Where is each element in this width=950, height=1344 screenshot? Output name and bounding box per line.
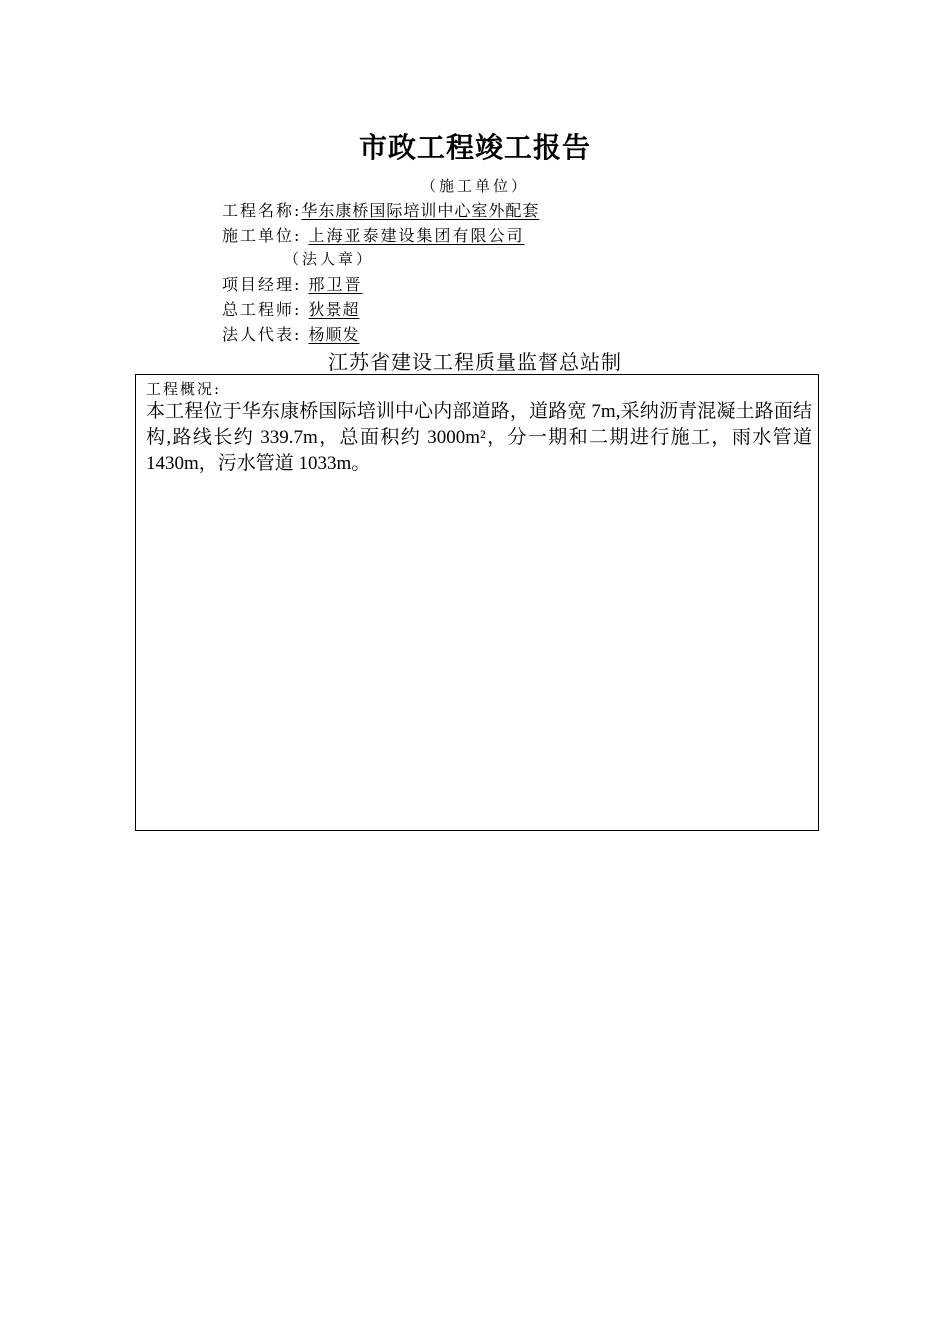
legal-seal-caption: （法人章） [284,250,375,268]
construction-unit-label: 施工单位: [222,226,302,245]
chief-engineer-row [222,298,360,322]
issuer-line: 江苏省建设工程质量监督总站制 [328,350,622,374]
construction-unit-caption: （施工单位） [420,177,529,195]
chief-engineer-label: 总工程师: [222,300,302,319]
project-overview-text: 本工程位于华东康桥国际培训中心内部道路，道路宽 7m,采纳沥青混凝土路面结构,路线长约 339.7m，总面积约 3000m²，分一期和二期进行施工，雨水管道 1430m，污水管道 1033m。 [146,401,812,474]
construction-unit-value: 上海亚泰建设集团有限公司 [308,226,525,245]
project-overview-label: 工程概况: [146,380,222,398]
legal-representative-label: 法人代表: [222,325,302,344]
legal-representative-value: 杨顺发 [308,325,360,344]
project-name-value: 华东康桥国际培训中心室外配套 [301,201,540,220]
page-title: 市政工程竣工报告 [358,131,591,164]
project-manager-row [222,273,363,297]
legal-representative-row [222,323,360,347]
chief-engineer-value: 狄景超 [308,300,360,319]
project-manager-label: 项目经理: [222,275,302,294]
project-manager-value: 邢卫晋 [308,275,363,294]
project-name-row [222,199,539,223]
project-overview-box [135,374,819,831]
project-name-label: 工程名称: [222,201,302,220]
construction-unit-row [222,224,525,248]
